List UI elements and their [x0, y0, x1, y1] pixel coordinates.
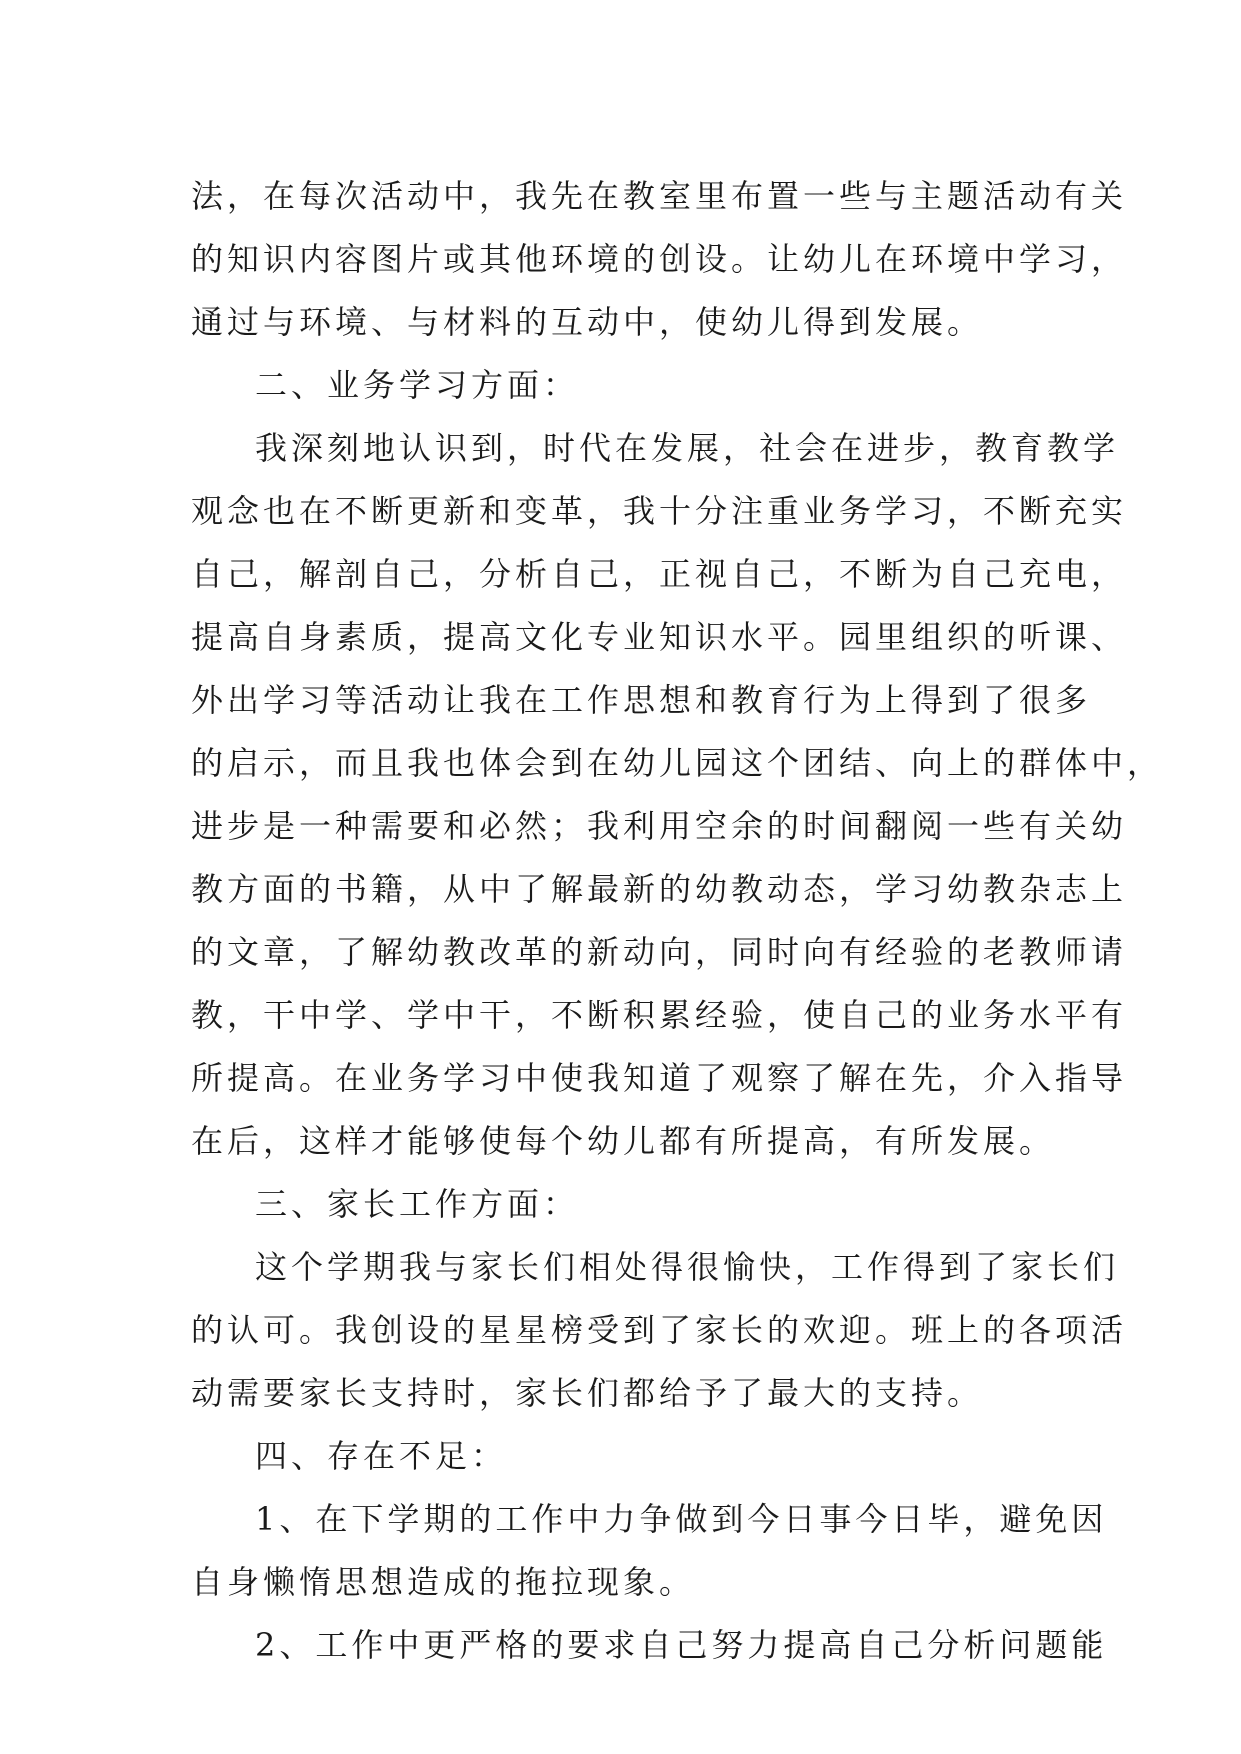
text-line: 所提高。在业务学习中使我知道了观察了解在先，介入指导: [191, 1059, 1128, 1097]
text-line: 四、存在不足：: [255, 1437, 508, 1475]
text-line: 我深刻地认识到，时代在发展，社会在进步，教育教学: [255, 429, 1120, 467]
text-line: 这个学期我与家长们相处得很愉快，工作得到了家长们: [255, 1248, 1120, 1286]
text-line: 法，在每次活动中，我先在教室里布置一些与主题活动有关: [191, 177, 1128, 215]
text-line: 1、在下学期的工作中力争做到今日事今日毕，避免因: [255, 1500, 1108, 1538]
text-line: 通过与环境、与材料的互动中，使幼儿得到发展。: [191, 303, 984, 341]
text-line: 的启示，而且我也体会到在幼儿园这个团结、向上的群体中，: [191, 744, 1164, 782]
text-line: 教方面的书籍，从中了解最新的幼教动态，学习幼教杂志上: [191, 870, 1128, 908]
text-line: 教，干中学、学中干，不断积累经验，使自己的业务水平有: [191, 996, 1128, 1034]
document-body-text: [191, 165, 1164, 1677]
text-line: 进步是一种需要和必然；我利用空余的时间翻阅一些有关幼: [191, 807, 1128, 845]
text-line: 的认可。我创设的星星榜受到了家长的欢迎。班上的各项活: [191, 1311, 1128, 1349]
text-line: 提高自身素质，提高文化专业知识水平。园里组织的听课、: [191, 618, 1128, 656]
text-line: 动需要家长支持时，家长们都给予了最大的支持。: [191, 1374, 984, 1412]
text-line: 2、工作中更严格的要求自己努力提高自己分析问题能: [255, 1626, 1108, 1664]
text-line: 在后，这样才能够使每个幼儿都有所提高，有所发展。: [191, 1122, 1056, 1160]
text-line: 的知识内容图片或其他环境的创设。让幼儿在环境中学习，: [191, 240, 1128, 278]
text-line: 自己，解剖自己，分析自己，正视自己，不断为自己充电，: [191, 555, 1128, 593]
text-line: 三、家长工作方面：: [255, 1185, 580, 1223]
text-line: 外出学习等活动让我在工作思想和教育行为上得到了很多: [191, 681, 1092, 719]
text-line: 自身懒惰思想造成的拖拉现象。: [191, 1563, 696, 1601]
text-line: 的文章，了解幼教改革的新动向，同时向有经验的老教师请: [191, 933, 1128, 971]
text-line: 观念也在不断更新和变革，我十分注重业务学习，不断充实: [191, 492, 1128, 530]
text-line: 二、业务学习方面：: [255, 366, 580, 404]
